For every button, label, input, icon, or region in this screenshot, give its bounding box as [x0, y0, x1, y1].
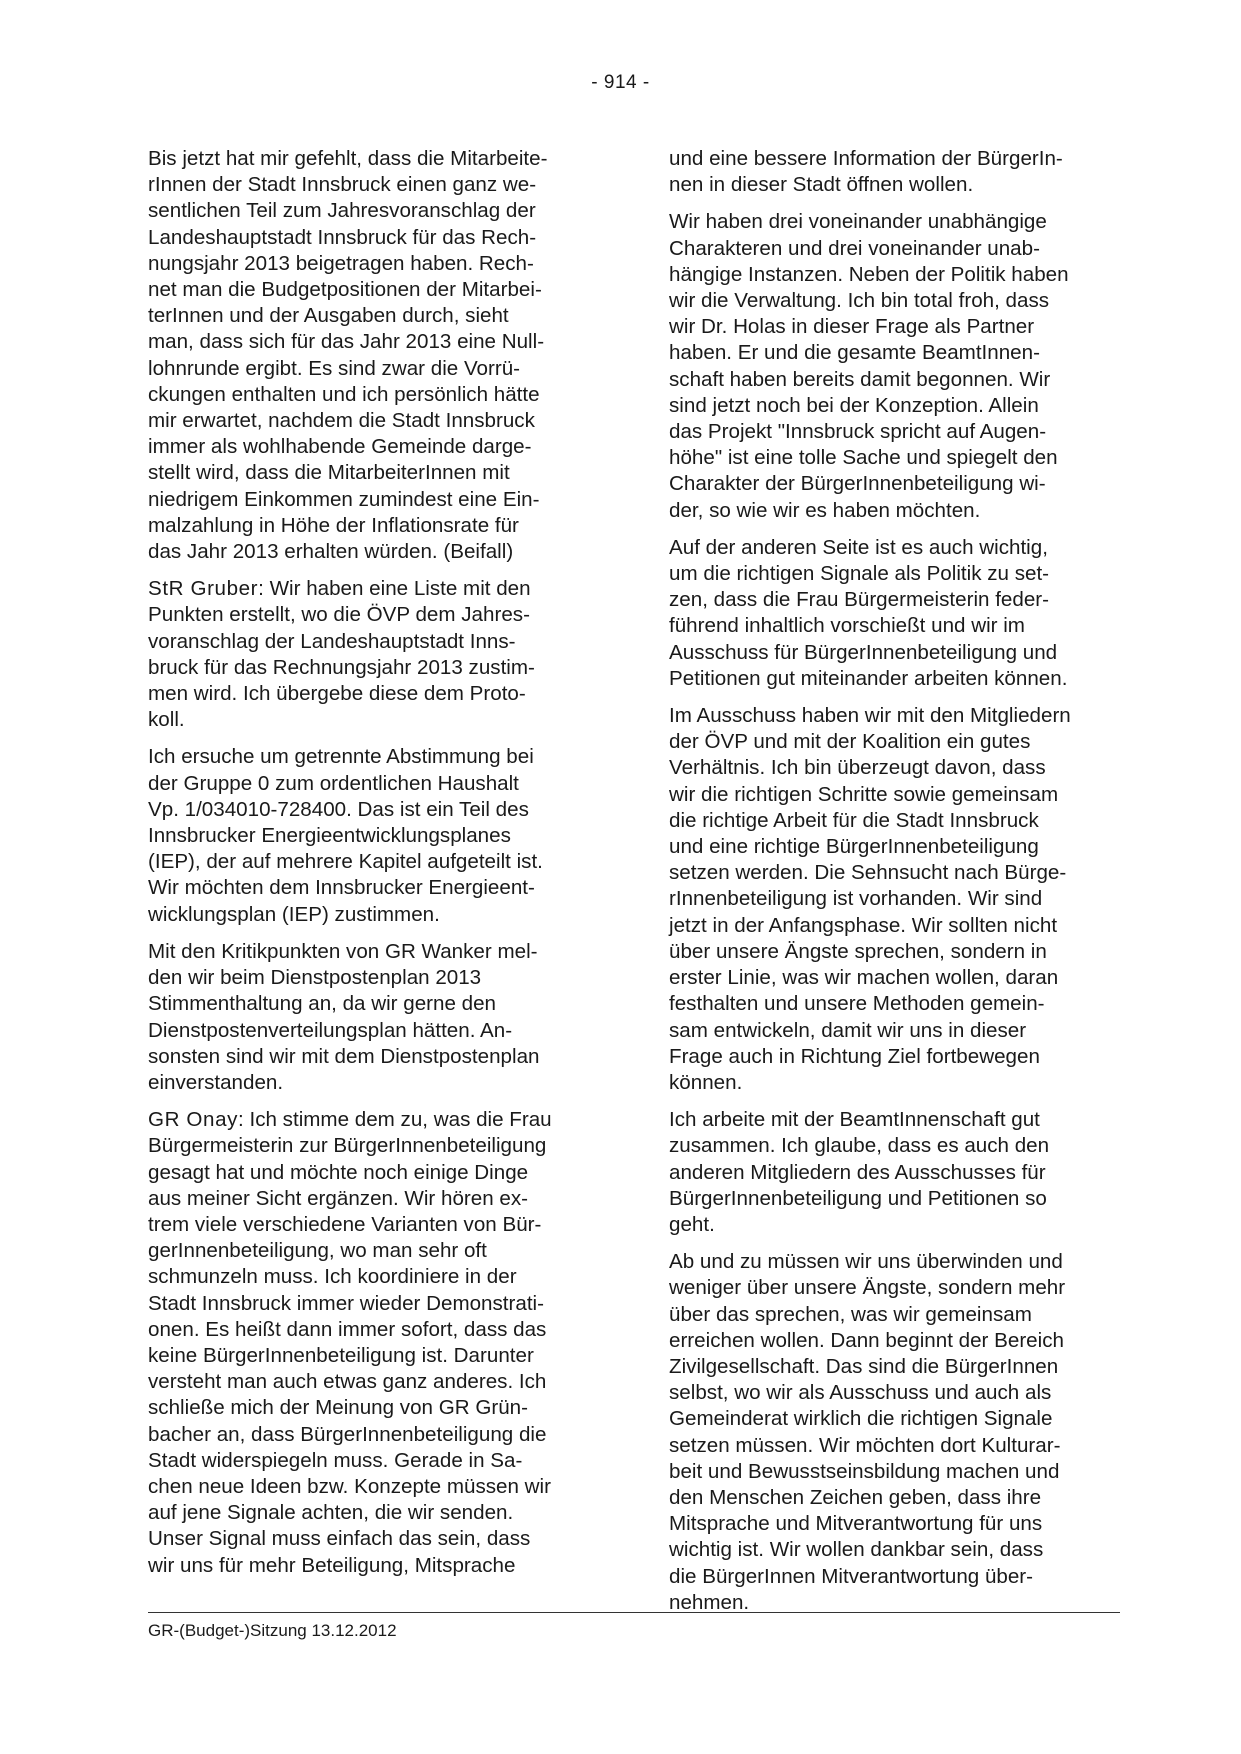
text-line	[148, 771, 596, 797]
text-line	[669, 782, 1121, 808]
line-text: das Jahr 2013 erhalten würden. (Beifall)	[148, 540, 514, 564]
footer-session-title: GR-(Budget-)Sitzung 13.12.2012	[148, 1621, 397, 1640]
line-text: aus meiner Sicht ergänzen. Wir hören ex-	[148, 1186, 529, 1210]
text-line	[148, 1553, 596, 1579]
line-text: Stimmenthaltung an, da wir gerne den	[148, 992, 497, 1016]
line-text: schaft haben bereits damit begonnen. Wir	[669, 367, 1051, 391]
line-text: Zivilgesellschaft. Das sind die BürgerInnen	[669, 1354, 1059, 1378]
paragraph	[669, 1107, 1121, 1238]
paragraph	[148, 1107, 596, 1579]
text-line	[669, 860, 1121, 886]
text-line	[669, 913, 1121, 939]
line-text: rInnen der Stadt Innsbruck einen ganz we-	[148, 173, 537, 197]
text-line	[148, 1238, 596, 1264]
line-text: chen neue Ideen bzw. Konzepte müssen wir	[148, 1474, 551, 1498]
text-line	[669, 209, 1121, 235]
line-text: ckungen enthalten und ich persönlich hätte	[148, 382, 540, 406]
line-text: keine BürgerInnenbeteiligung ist. Darunter	[148, 1343, 534, 1367]
line-text: Petitionen gut miteinander arbeiten können.	[669, 666, 1068, 690]
line-text: wir die Verwaltung. Ich bin total froh, dass	[669, 289, 1050, 313]
line-text: trem viele verschiedene Varianten von Bür-	[148, 1212, 542, 1236]
speaker-name: StR Gruber	[148, 577, 259, 601]
line-text: Mit den Kritikpunkten von GR Wanker mel-	[148, 939, 538, 963]
line-text: Ausschuss für BürgerInnenbeteiligung und	[669, 640, 1058, 664]
text-line	[669, 471, 1121, 497]
line-text: BürgerInnenbeteiligung und Petitionen so	[669, 1186, 1047, 1210]
line-text: Landeshauptstadt Innsbruck für das Rech-	[148, 225, 537, 249]
line-text: nehmen.	[669, 1590, 750, 1614]
line-text: Stadt widerspiegeln muss. Gerade in Sa-	[148, 1448, 523, 1472]
line-text: Ich ersuche um getrennte Abstimmung bei	[148, 745, 534, 769]
text-line	[669, 1160, 1121, 1186]
line-text: den Menschen Zeichen geben, dass ihre	[669, 1485, 1042, 1509]
line-text: Ab und zu müssen wir uns überwinden und	[669, 1250, 1063, 1274]
line-text: haben. Er und die gesamte BeamtInnen-	[669, 341, 1040, 365]
paragraph	[148, 576, 596, 733]
line-text: nungsjahr 2013 beigetragen haben. Rech-	[148, 251, 534, 275]
line-text: Bürgermeisterin zur BürgerInnenbeteiligung	[148, 1134, 547, 1158]
text-line	[148, 707, 596, 733]
text-line	[148, 513, 596, 539]
text-line	[669, 1564, 1121, 1590]
text-line	[148, 408, 596, 434]
text-line	[148, 849, 596, 875]
paragraph	[669, 146, 1121, 198]
line-text: voranschlag der Landeshauptstadt Inns-	[148, 629, 516, 653]
left-column	[148, 146, 596, 1590]
line-text: mir erwartet, nachdem die Stadt Innsbruck	[148, 409, 535, 433]
page-number: - 914 -	[591, 72, 650, 93]
line-text: Innsbrucker Energieentwicklungsplanes	[148, 824, 511, 848]
paragraph	[669, 535, 1121, 692]
text-line	[148, 576, 596, 602]
text-line	[148, 744, 596, 770]
text-line	[669, 1433, 1121, 1459]
line-text: bruck für das Rechnungsjahr 2013 zustim-	[148, 655, 535, 679]
text-line	[669, 886, 1121, 912]
line-text: men wird. Ich übergebe diese dem Proto-	[148, 682, 526, 706]
line-text: wir Dr. Holas in dieser Frage als Partner	[669, 315, 1035, 339]
line-text: selbst, wo wir als Ausschuss und auch als	[669, 1381, 1052, 1405]
text-line	[669, 535, 1121, 561]
line-text: setzen werden. Die Sehnsucht nach Bürge-	[669, 861, 1067, 885]
text-line	[669, 1212, 1121, 1238]
text-line	[669, 808, 1121, 834]
text-line	[148, 1186, 596, 1212]
text-line	[148, 1500, 596, 1526]
text-line	[148, 991, 596, 1017]
line-text: führend inhaltlich vorschießt und wir im	[669, 614, 1025, 638]
line-text: Bis jetzt hat mir gefehlt, dass die Mitarbeite-	[148, 147, 548, 170]
text-line	[669, 1511, 1121, 1537]
line-text: über das sprechen, was wir gemeinsam	[669, 1302, 1032, 1326]
footer-divider	[148, 1612, 1120, 1613]
text-line	[669, 340, 1121, 366]
line-text: sentlichen Teil zum Jahresvoranschlag der	[148, 199, 536, 223]
text-line	[148, 1422, 596, 1448]
text-line	[669, 445, 1121, 471]
line-text: malzahlung in Höhe der Inflationsrate für	[148, 513, 519, 537]
line-text: Dienstpostenverteilungsplan hätten. An-	[148, 1018, 513, 1042]
text-line	[669, 1302, 1121, 1328]
line-text: wichtig ist. Wir wollen dankbar sein, dass	[669, 1538, 1044, 1562]
text-line	[148, 875, 596, 901]
paragraph	[148, 146, 596, 565]
line-text: stellt wird, dass die MitarbeiterInnen mit	[148, 461, 510, 485]
text-line	[148, 1133, 596, 1159]
line-text: nen in dieser Stadt öffnen wollen.	[669, 173, 974, 197]
text-line	[148, 198, 596, 224]
text-line	[669, 1275, 1121, 1301]
text-line	[669, 314, 1121, 340]
line-text: sam entwickeln, damit wir uns in dieser	[669, 1018, 1027, 1042]
text-line	[148, 1474, 596, 1500]
text-line	[148, 382, 596, 408]
text-line	[669, 666, 1121, 692]
line-text: schließe mich der Meinung von GR Grün-	[148, 1396, 528, 1420]
text-line	[669, 1249, 1121, 1275]
line-text: lohnrunde ergibt. Es sind zwar die Vorrü-	[148, 356, 521, 380]
text-line	[669, 1380, 1121, 1406]
text-line	[669, 393, 1121, 419]
text-line	[669, 1070, 1121, 1096]
text-line	[148, 1526, 596, 1552]
line-text: zen, dass die Frau Bürgermeisterin feder-	[669, 588, 1050, 612]
text-line	[148, 487, 596, 513]
line-text: Wir möchten dem Innsbrucker Energieent-	[148, 876, 535, 900]
text-line	[669, 991, 1121, 1017]
line-text: Punkten erstellt, wo die ÖVP dem Jahres-	[148, 603, 530, 627]
text-line	[148, 251, 596, 277]
text-line	[148, 1160, 596, 1186]
text-line	[669, 1537, 1121, 1563]
text-line	[148, 172, 596, 198]
line-text: net man die Budgetpositionen der Mitarbei-	[148, 278, 542, 302]
text-line	[669, 1328, 1121, 1354]
line-text: terInnen und der Ausgaben durch, sieht	[148, 304, 509, 328]
text-line	[669, 1406, 1121, 1432]
text-line	[669, 146, 1121, 172]
line-text: wicklungsplan (IEP) zustimmen.	[148, 902, 440, 926]
line-text: setzen müssen. Wir möchten dort Kulturar-	[669, 1433, 1061, 1457]
line-text: man, dass sich für das Jahr 2013 eine Null-	[148, 330, 545, 354]
text-line	[148, 303, 596, 329]
paragraph	[669, 703, 1121, 1096]
text-line	[669, 613, 1121, 639]
text-line	[669, 1107, 1121, 1133]
text-line	[669, 1459, 1121, 1485]
text-line	[148, 1448, 596, 1474]
text-line	[148, 225, 596, 251]
line-text: wir uns für mehr Beteiligung, Mitsprache	[148, 1553, 516, 1577]
line-text: Im Ausschuss haben wir mit den Mitgliedern	[669, 704, 1071, 728]
line-text: onen. Es heißt dann immer sofort, dass das	[148, 1317, 547, 1341]
paragraph	[148, 939, 596, 1096]
line-text: die richtige Arbeit für die Stadt Innsbruck	[669, 808, 1039, 832]
line-text: versteht man auch etwas ganz anderes. Ich	[148, 1370, 547, 1394]
text-line	[148, 1343, 596, 1369]
text-line	[148, 460, 596, 486]
line-text: : Wir haben eine Liste mit den	[258, 577, 531, 601]
text-line	[148, 655, 596, 681]
line-text: geht.	[669, 1212, 715, 1236]
line-text: festhalten und unsere Methoden gemein-	[669, 992, 1045, 1016]
text-line	[148, 902, 596, 928]
text-line	[148, 939, 596, 965]
text-line	[669, 1018, 1121, 1044]
speaker-name: GR Onay	[148, 1108, 239, 1132]
line-text: (IEP), der auf mehrere Kapitel aufgeteilt ist.	[148, 850, 543, 874]
paragraph	[148, 744, 596, 927]
text-line	[148, 1317, 596, 1343]
text-line	[148, 1212, 596, 1238]
text-line	[669, 1186, 1121, 1212]
text-line	[148, 602, 596, 628]
line-text: Unser Signal muss einfach das sein, dass	[148, 1527, 531, 1551]
text-line	[669, 419, 1121, 445]
line-text: und eine richtige BürgerInnenbeteiligung	[669, 835, 1039, 859]
line-text: immer als wohlhabende Gemeinde darge-	[148, 435, 532, 459]
line-text: Charakter der BürgerInnenbeteiligung wi-	[669, 472, 1046, 496]
line-text: jetzt in der Anfangsphase. Wir sollten nicht	[669, 913, 1058, 937]
text-line	[148, 434, 596, 460]
line-text: wir die richtigen Schritte sowie gemeinsam	[669, 782, 1059, 806]
text-line	[669, 965, 1121, 991]
text-line	[669, 1133, 1121, 1159]
text-line	[148, 1044, 596, 1070]
text-line	[148, 1264, 596, 1290]
line-text: Stadt Innsbruck immer wieder Demonstrati-	[148, 1291, 544, 1315]
text-line	[669, 1044, 1121, 1070]
text-line	[669, 755, 1121, 781]
line-text: das Projekt "Innsbruck spricht auf Augen-	[669, 420, 1047, 444]
text-line	[148, 1291, 596, 1317]
text-line	[148, 1070, 596, 1096]
line-text: : Ich stimme dem zu, was die Frau	[238, 1108, 552, 1132]
text-line	[669, 172, 1121, 198]
line-text: weniger über unsere Ängste, sondern mehr	[669, 1276, 1066, 1300]
line-text: rInnenbeteiligung ist vorhanden. Wir sind	[669, 887, 1043, 911]
text-line	[669, 561, 1121, 587]
text-line	[148, 681, 596, 707]
line-text: Frage auch in Richtung Ziel fortbewegen	[669, 1044, 1040, 1068]
line-text: erster Linie, was wir machen wollen, daran	[669, 966, 1059, 990]
paragraph	[669, 1249, 1121, 1616]
line-text: hängige Instanzen. Neben der Politik haben	[669, 262, 1069, 286]
text-line	[148, 1369, 596, 1395]
text-line	[669, 703, 1121, 729]
line-text: gerInnenbeteiligung, wo man sehr oft	[148, 1239, 487, 1263]
line-text: Verhältnis. Ich bin überzeugt davon, dass	[669, 756, 1046, 780]
text-line	[148, 329, 596, 355]
line-text: beit und Bewusstseinsbildung machen und	[669, 1459, 1060, 1483]
line-text: sonsten sind wir mit dem Dienstpostenplan	[148, 1044, 540, 1068]
line-text: den wir beim Dienstpostenplan 2013	[148, 966, 482, 990]
line-text: Wir haben drei voneinander unabhängige	[669, 210, 1047, 234]
text-line	[148, 277, 596, 303]
line-text: anderen Mitgliedern des Ausschusses für	[669, 1160, 1046, 1184]
text-line	[148, 1107, 596, 1133]
line-text: Vp. 1/034010-728400. Das ist ein Teil des	[148, 797, 529, 821]
text-line	[148, 146, 596, 172]
line-text: können.	[669, 1070, 743, 1094]
line-text: höhe" ist eine tolle Sache und spiegelt den	[669, 446, 1058, 470]
text-line	[148, 1018, 596, 1044]
line-text: über unsere Ängste sprechen, sondern in	[669, 939, 1047, 963]
line-text: auf jene Signale achten, die wir senden.	[148, 1501, 514, 1525]
text-line	[669, 1485, 1121, 1511]
line-text: zusammen. Ich glaube, dass es auch den	[669, 1134, 1050, 1158]
line-text: Charakteren und drei voneinander unab-	[669, 236, 1040, 260]
text-line	[148, 356, 596, 382]
text-line	[669, 939, 1121, 965]
line-text: und eine bessere Information der BürgerIn-	[669, 147, 1063, 170]
line-text: Auf der anderen Seite ist es auch wichtig,	[669, 535, 1048, 559]
line-text: Gemeinderat wirklich die richtigen Signale	[669, 1407, 1053, 1431]
line-text: um die richtigen Signale als Politik zu set-	[669, 562, 1050, 586]
text-line	[148, 629, 596, 655]
line-text: bacher an, dass BürgerInnenbeteiligung die	[148, 1422, 547, 1446]
line-text: gesagt hat und möchte noch einige Dinge	[148, 1160, 529, 1184]
text-line	[669, 262, 1121, 288]
line-text: der, so wie wir es haben möchten.	[669, 498, 981, 522]
text-line	[148, 539, 596, 565]
text-line	[148, 1395, 596, 1421]
text-line	[669, 587, 1121, 613]
line-text: Mitsprache und Mitverantwortung für uns	[669, 1512, 1043, 1536]
text-line	[148, 823, 596, 849]
right-column	[669, 146, 1121, 1627]
line-text: der ÖVP und mit der Koalition ein gutes	[669, 730, 1031, 754]
line-text: die BürgerInnen Mitverantwortung über-	[669, 1564, 1034, 1588]
line-text: niedrigem Einkommen zumindest eine Ein-	[148, 487, 540, 511]
text-line	[669, 498, 1121, 524]
text-line	[669, 288, 1121, 314]
line-text: der Gruppe 0 zum ordentlichen Haushalt	[148, 771, 519, 795]
text-line	[669, 1354, 1121, 1380]
line-text: sind jetzt noch bei der Konzeption. Allein	[669, 393, 1039, 417]
text-line	[669, 640, 1121, 666]
line-text: koll.	[148, 708, 185, 732]
text-line	[669, 729, 1121, 755]
text-line	[669, 236, 1121, 262]
text-line	[669, 367, 1121, 393]
line-text: erreichen wollen. Dann beginnt der Bereich	[669, 1328, 1064, 1352]
text-line	[148, 965, 596, 991]
line-text: Ich arbeite mit der BeamtInnenschaft gut	[669, 1108, 1040, 1132]
line-text: einverstanden.	[148, 1070, 284, 1094]
paragraph	[669, 209, 1121, 523]
text-line	[669, 834, 1121, 860]
text-line	[148, 797, 596, 823]
line-text: schmunzeln muss. Ich koordiniere in der	[148, 1265, 517, 1289]
